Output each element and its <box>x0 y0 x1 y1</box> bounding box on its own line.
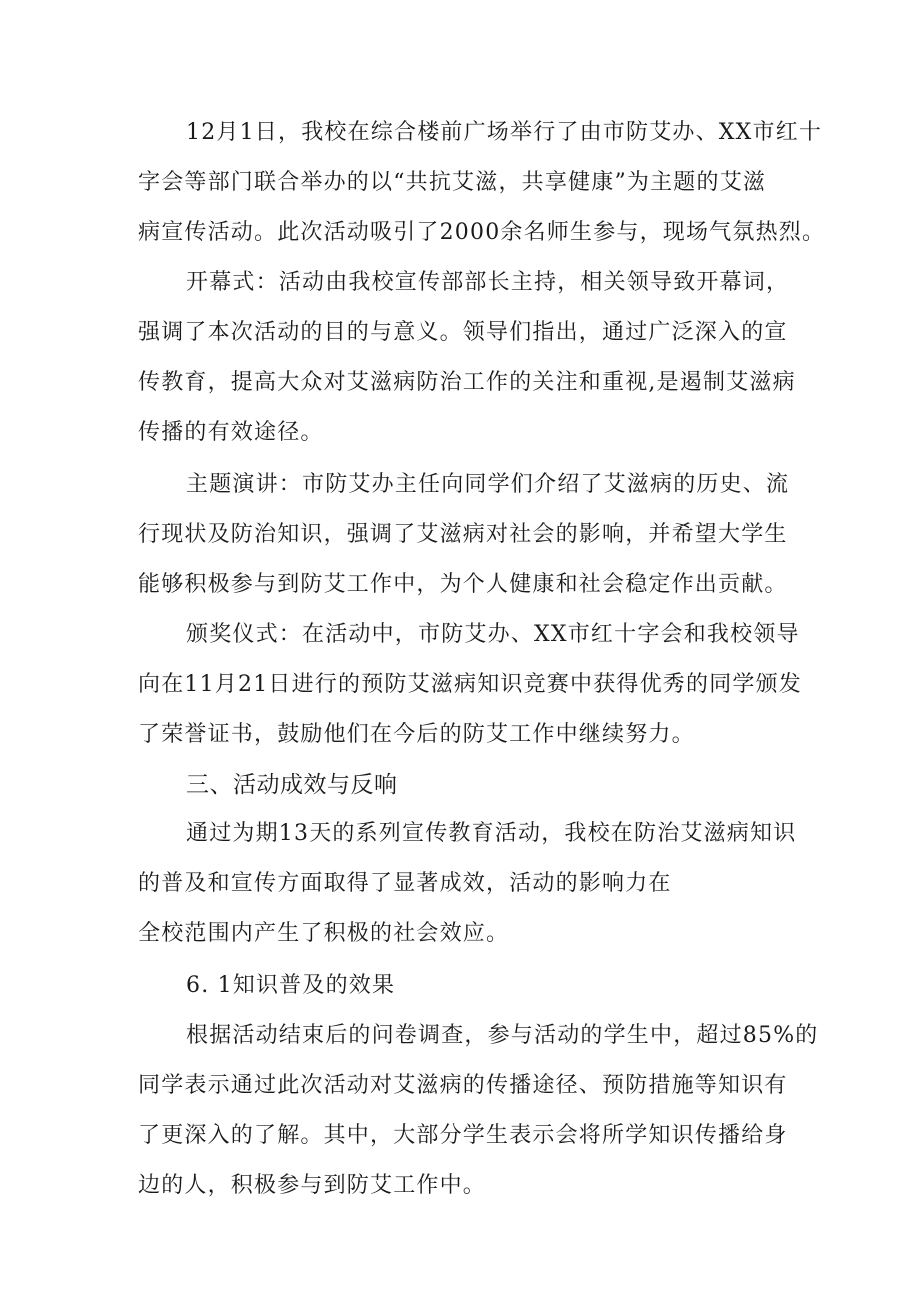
paragraph-line: 12月1日，我校在综合楼前广场举行了由市防艾办、XX市红十 <box>186 120 823 145</box>
paragraph-line: 向在11月21日进行的预防艾滋病知识竞赛中获得优秀的同学颁发 <box>138 672 802 697</box>
paragraph-line: 的普及和宣传方面取得了显著成效，活动的影响力在 <box>138 871 672 896</box>
paragraph-line: 根据活动结束后的问卷调查，参与活动的学生中，超过85%的 <box>186 1023 819 1048</box>
paragraph-line: 了荣誉证书，鼓励他们在今后的防艾工作中继续努力。 <box>138 722 695 747</box>
paragraph-line: 字会等部门联合举办的以“共抗艾滋，共享健康”为主题的艾滋 <box>138 170 767 195</box>
paragraph-line: 了更深入的了解。其中，大部分学生表示会将所学知识传播给身 <box>138 1123 788 1148</box>
paragraph-line: 传播的有效途径。 <box>138 420 324 445</box>
paragraph-line: 能够积极参与到防艾工作中，为个人健康和社会稳定作出贡献。 <box>138 572 788 597</box>
paragraph-line: 开幕式：活动由我校宣传部部长主持，相关领导致开幕词， <box>186 270 790 295</box>
subheading: 6. 1知识普及的效果 <box>186 973 396 998</box>
section-heading: 三、活动成效与反响 <box>186 772 398 798</box>
paragraph-line: 颁奖仪式：在活动中，市防艾办、XX市红十字会和我校领导 <box>186 622 800 647</box>
paragraph-line: 主题演讲：市防艾办主任向同学们介绍了艾滋病的历史、流 <box>186 472 790 497</box>
paragraph-line: 通过为期13天的系列宣传教育活动，我校在防治艾滋病知识 <box>186 821 797 846</box>
paragraph-line: 全校范围内产生了积极的社会效应。 <box>138 921 510 946</box>
paragraph-line: 同学表示通过此次活动对艾滋病的传播途径、预防措施等知识有 <box>138 1073 788 1098</box>
paragraph-line: 行现状及防治知识，强调了艾滋病对社会的影响，并希望大学生 <box>138 522 788 547</box>
paragraph-line: 边的人，积极参与到防艾工作中。 <box>138 1173 487 1198</box>
paragraph-line: 强调了本次活动的目的与意义。领导们指出，通过广泛深入的宣 <box>138 320 788 345</box>
paragraph-line: 病宣传活动。此次活动吸引了2000余名师生参与，现场气氛热烈。 <box>138 220 826 245</box>
paragraph-line: 传教育，提高大众对艾滋病防治工作的关注和重视,是遏制艾滋病 <box>138 370 796 395</box>
